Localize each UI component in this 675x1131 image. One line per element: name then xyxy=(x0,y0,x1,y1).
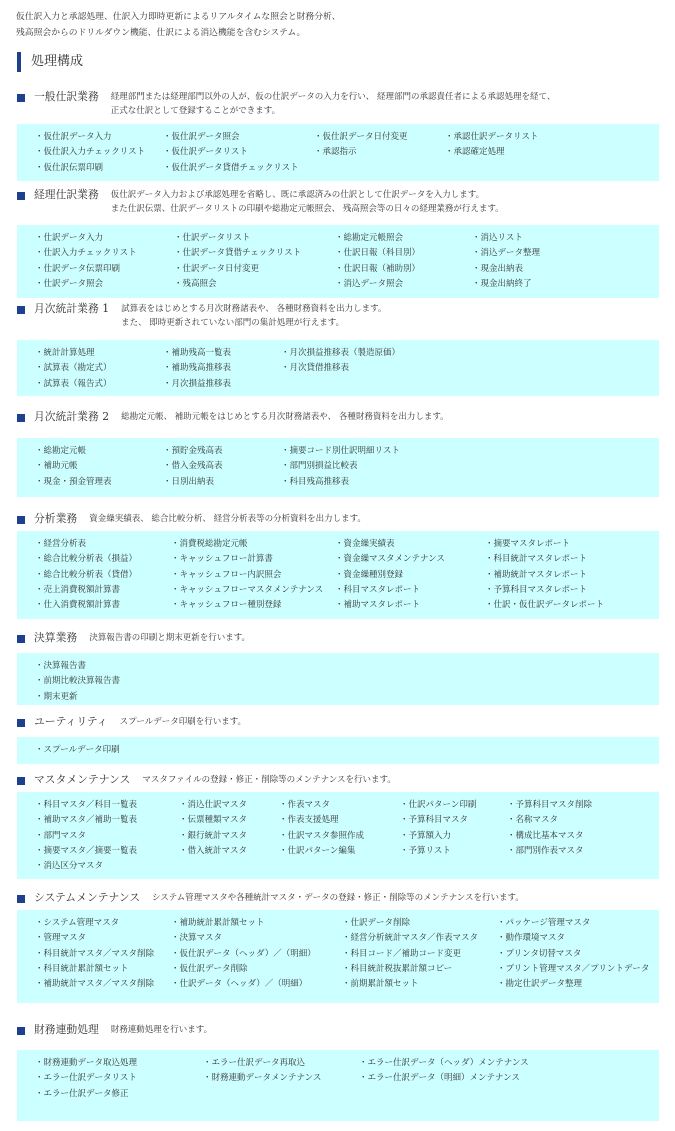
function-list-box xyxy=(17,910,659,1003)
function-item: ・パッケージ管理マスタ xyxy=(497,918,591,928)
function-item: ・科目統計累計額セット xyxy=(35,963,129,974)
function-column xyxy=(163,444,223,490)
function-item: ・現金・預金管理表 xyxy=(35,476,112,487)
function-list-box xyxy=(17,653,659,705)
function-item: ・キャッシュフローマスタメンテナンス xyxy=(171,584,324,595)
function-item: ・エラー仕訳データ（明細）メンテナンス xyxy=(359,1073,520,1084)
square-bullet-icon xyxy=(17,94,25,102)
function-item: ・摘要コード別仕訳明細リスト xyxy=(281,446,400,456)
function-item: ・管理マスタ xyxy=(35,933,87,944)
function-item: ・仕訳データ日付変更 xyxy=(174,263,260,274)
function-column xyxy=(445,130,538,161)
function-item: ・エラー仕訳データ再取込 xyxy=(203,1058,306,1068)
section-title: 月次統計業務 2 xyxy=(34,410,110,423)
function-item: ・伝票種類マスタ xyxy=(179,815,248,826)
function-item: ・エラー仕訳データリスト xyxy=(35,1073,137,1084)
function-item: ・作表支援処理 xyxy=(279,815,339,826)
function-item: ・銀行統計マスタ xyxy=(179,830,248,841)
function-column xyxy=(279,798,364,859)
section-description xyxy=(121,410,449,424)
section-description-line: スプールデータ印刷を行います。 xyxy=(119,717,247,727)
function-column xyxy=(35,444,112,490)
function-item: ・科目マスタ／科目一覧表 xyxy=(35,800,138,810)
function-item: ・資金繰種別登録 xyxy=(335,569,404,580)
section-header xyxy=(17,301,386,330)
function-column xyxy=(497,916,649,992)
section-description xyxy=(89,631,250,645)
function-item: ・科目統計マスタレポート xyxy=(485,554,588,565)
function-column xyxy=(507,798,592,859)
function-item: ・部門別損益比較表 xyxy=(281,461,358,472)
section-title: 月次統計業務 1 xyxy=(34,302,110,315)
function-column xyxy=(281,444,400,490)
function-column xyxy=(281,346,400,377)
function-column xyxy=(335,537,445,613)
section-description xyxy=(111,1023,212,1037)
function-item: ・予算科目マスタレポート xyxy=(485,584,588,595)
function-item: ・勘定仕訳データ整理 xyxy=(497,979,583,990)
function-item: ・構成比基本マスタ xyxy=(507,830,584,841)
function-column xyxy=(171,537,323,613)
section-title: 分析業務 xyxy=(34,512,78,525)
section-description xyxy=(89,512,366,526)
function-item: ・借入金残高表 xyxy=(163,461,223,472)
function-list-box xyxy=(17,225,659,298)
function-column xyxy=(35,798,137,874)
function-item: ・仕訳入力チェックリスト xyxy=(35,248,137,259)
function-list-box xyxy=(17,792,659,879)
section-header xyxy=(17,409,449,428)
function-item: ・仕訳データ伝票印刷 xyxy=(35,263,121,274)
section-header xyxy=(17,890,524,909)
function-item: ・予算科目マスタ xyxy=(400,815,469,826)
function-list-box xyxy=(17,438,659,497)
function-item: ・総勘定元帳 xyxy=(35,446,87,456)
function-item: ・部門マスタ xyxy=(35,830,87,841)
function-column xyxy=(179,798,247,859)
function-item: ・仮仕訳データ日付変更 xyxy=(314,132,408,142)
function-item: ・補助マスタレポート xyxy=(335,600,421,611)
function-column xyxy=(35,916,154,992)
function-item: ・予算リスト xyxy=(400,845,451,856)
section-title: システムメンテナンス xyxy=(34,891,141,904)
section-title: 経理仕訳業務 xyxy=(34,188,99,201)
section-description-line: 経理部門または経理部門以外の人が、仮の仕訳データの入力を行い、 経理部門の承認責任者による承認処理を経て、 xyxy=(110,92,556,102)
section-description xyxy=(120,715,246,729)
function-item: ・統計計算処理 xyxy=(35,348,95,358)
section-description-line: マスタファイルの登録・修正・削除等のメンテナンスを行います。 xyxy=(142,775,396,785)
function-list-box xyxy=(17,340,659,396)
function-item: ・摘要マスタ／摘要一覧表 xyxy=(35,845,138,856)
function-item: ・現金出納終了 xyxy=(472,278,532,289)
function-item: ・仕訳マスタ参照作成 xyxy=(279,830,365,841)
function-column xyxy=(485,537,604,613)
function-column xyxy=(35,231,137,292)
function-item: ・現金出納表 xyxy=(472,263,524,274)
square-bullet-icon xyxy=(17,895,25,903)
function-item: ・仕入消費税額計算書 xyxy=(35,600,121,611)
function-item: ・総合比較分析表（貸借） xyxy=(35,569,138,580)
function-item: ・仮仕訳データリスト xyxy=(163,147,248,158)
function-item: ・財務連動データメンテナンス xyxy=(203,1073,322,1084)
function-column xyxy=(163,130,299,176)
function-item: ・摘要マスタレポート xyxy=(485,539,571,549)
section-title: 財務連動処理 xyxy=(34,1023,99,1036)
function-item: ・売上消費税額計算書 xyxy=(35,584,121,595)
function-item: ・仕訳データリスト xyxy=(174,233,251,243)
function-item: ・承認指示 xyxy=(314,147,357,158)
square-bullet-icon xyxy=(17,777,25,785)
function-item: ・科目残高推移表 xyxy=(281,476,350,487)
function-item: ・仮仕訳データ入力 xyxy=(35,132,112,142)
function-item: ・預貯金残高表 xyxy=(163,446,223,456)
function-list-box xyxy=(17,531,659,619)
function-item: ・補助統計マスタレポート xyxy=(485,569,588,580)
intro-line: 残高照会からのドリルダウン機能、仕訳による消込機能を含むシステム。 xyxy=(16,28,306,38)
function-item: ・動作環境マスタ xyxy=(497,933,566,944)
function-item: ・残高照会 xyxy=(174,278,217,289)
section-title: マスタメンテナンス xyxy=(34,773,131,786)
section-description-line: 決算報告書の印刷と期末更新を行います。 xyxy=(89,633,251,643)
function-item: ・月次損益推移表 xyxy=(163,378,232,389)
function-column xyxy=(472,231,540,292)
section-description-line: 資金繰実績表、 総合比較分析、 経営分析表等の分析資料を出力します。 xyxy=(89,514,366,524)
function-item: ・前期累計額セット xyxy=(342,979,419,990)
function-item: ・システム管理マスタ xyxy=(35,918,120,928)
function-column xyxy=(35,743,120,758)
section-header xyxy=(17,511,366,530)
function-item: ・スプールデータ印刷 xyxy=(35,745,120,755)
section-description-line: また仕訳伝票、仕訳データリストの印刷や総勘定元帳照会、 残高照会等の日々の経理業務が行えます。 xyxy=(110,204,504,214)
function-column xyxy=(203,1056,321,1087)
function-item: ・科目統計マスタ／マスタ削除 xyxy=(35,948,155,959)
function-column xyxy=(335,231,420,292)
function-item: ・承認確定処理 xyxy=(445,147,505,158)
function-item: ・エラー仕訳データ（ヘッダ）メンテナンス xyxy=(359,1058,529,1068)
function-item: ・補助残高推移表 xyxy=(163,363,232,374)
function-item: ・補助統計累計額セット xyxy=(171,918,265,928)
function-item: ・仕訳・仮仕訳データレポート xyxy=(485,600,605,611)
function-list-box xyxy=(17,737,659,764)
function-item: ・仮仕訳データ貸借チェックリスト xyxy=(163,162,299,173)
function-item: ・プリンタ切替マスタ xyxy=(497,948,582,959)
function-item: ・決算報告書 xyxy=(35,661,87,671)
function-item: ・仮仕訳データ（ヘッダ）／（明細） xyxy=(171,948,316,959)
section-title: 一般仕訳業務 xyxy=(34,90,99,103)
function-item: ・前期比較決算報告書 xyxy=(35,676,121,687)
function-item: ・消込仕訳マスタ xyxy=(179,800,248,810)
square-bullet-icon xyxy=(17,1027,25,1035)
function-item: ・部門別作表マスタ xyxy=(507,845,584,856)
intro-line: 仮仕訳入力と承認処理、仕訳入力即時更新によるリアルタイムな照会と財務分析、 xyxy=(16,12,341,22)
section-description xyxy=(152,891,524,905)
section-description-line: 試算表をはじめとする月次財務諸表や、 各種財務資料を出力します。 xyxy=(121,304,387,314)
section-description-line: 財務連動処理を行います。 xyxy=(110,1025,213,1035)
function-column xyxy=(35,537,137,613)
function-item: ・消込データ整理 xyxy=(472,248,541,259)
function-item: ・月次損益推移表（製造原価） xyxy=(281,348,401,358)
function-list-box xyxy=(17,1050,659,1121)
intro-text xyxy=(16,9,341,41)
function-item: ・名称マスタ xyxy=(507,815,559,826)
function-item: ・仮仕訳入力チェックリスト xyxy=(35,147,146,158)
function-item: ・資金繰実績表 xyxy=(335,539,395,549)
function-column xyxy=(35,130,145,176)
function-column xyxy=(35,346,112,392)
function-item: ・仮仕訳伝票印刷 xyxy=(35,162,104,173)
function-item: ・総勘定元帳照会 xyxy=(335,233,404,243)
square-bullet-icon xyxy=(17,635,25,643)
section-title: ユーティリティ xyxy=(34,715,108,728)
function-item: ・キャッシュフロー内訳照会 xyxy=(171,569,282,580)
function-item: ・科目コード／補助コード変更 xyxy=(342,948,462,959)
section-description-line: 総勘定元帳、 補助元帳をはじめとする月次財務諸表や、 各種財務資料を出力します。 xyxy=(121,412,449,422)
function-item: ・科目マスタレポート xyxy=(335,584,421,595)
function-item: ・補助統計マスタ／マスタ削除 xyxy=(35,979,155,990)
section-header xyxy=(17,714,246,733)
function-item: ・総合比較分析表（損益） xyxy=(35,554,138,565)
function-item: ・承認仕訳データリスト xyxy=(445,132,539,142)
section-description-line: また、 即時更新されていない部門の集計処理が行えます。 xyxy=(121,318,345,328)
page-title: 処理構成 xyxy=(17,52,83,72)
function-item: ・科目統計税抜累計額コピー xyxy=(342,963,453,974)
function-item: ・月次貸借推移表 xyxy=(281,363,350,374)
square-bullet-icon xyxy=(17,192,25,200)
section-description xyxy=(142,773,395,787)
function-item: ・エラー仕訳データ修正 xyxy=(35,1088,129,1099)
square-bullet-icon xyxy=(17,516,25,524)
function-item: ・予算科目マスタ削除 xyxy=(507,800,593,810)
function-item: ・経営分析統計マスタ／作表マスタ xyxy=(342,933,479,944)
function-item: ・仕訳データ照会 xyxy=(35,278,104,289)
function-column xyxy=(342,916,478,992)
function-item: ・仕訳データ貸借チェックリスト xyxy=(174,248,302,259)
function-item: ・仕訳データ削除 xyxy=(342,918,411,928)
section-description-line: 仮仕訳データ入力および承認処理を省略し、既に承認済みの仕訳として仕訳データを入力します。 xyxy=(110,190,485,200)
function-column xyxy=(314,130,408,161)
section-header xyxy=(17,187,504,216)
function-item: ・仕訳パターン印刷 xyxy=(400,800,477,810)
section-description-line: 正式な仕訳として登録することができます。 xyxy=(110,106,281,116)
function-item: ・消込データ照会 xyxy=(335,278,404,289)
section-header xyxy=(17,772,396,791)
square-bullet-icon xyxy=(17,719,25,727)
section-description xyxy=(111,188,504,216)
function-item: ・作表マスタ xyxy=(279,800,331,810)
function-column xyxy=(359,1056,529,1087)
function-item: ・仕訳日報（補助別） xyxy=(335,263,421,274)
function-item: ・消込リスト xyxy=(472,233,523,243)
function-item: ・消費税総勘定元帳 xyxy=(171,539,248,549)
function-item: ・仕訳データ入力 xyxy=(35,233,104,243)
function-column xyxy=(400,798,476,859)
function-item: ・補助マスタ／補助一覧表 xyxy=(35,815,138,826)
function-item: ・試算表（報告式） xyxy=(35,378,112,389)
function-item: ・日別出納表 xyxy=(163,476,215,487)
function-column xyxy=(163,346,231,392)
section-header xyxy=(17,89,555,118)
section-description xyxy=(111,90,556,118)
section-description xyxy=(121,302,386,330)
function-item: ・仮仕訳データ照会 xyxy=(163,132,240,142)
function-item: ・資金繰マスタメンテナンス xyxy=(335,554,445,565)
function-item: ・財務連動データ取込処理 xyxy=(35,1058,138,1068)
function-column xyxy=(174,231,301,292)
section-header xyxy=(17,1022,212,1041)
function-item: ・予算額入力 xyxy=(400,830,452,841)
function-item: ・消込区分マスタ xyxy=(35,861,104,872)
function-item: ・期末更新 xyxy=(35,691,78,702)
function-item: ・キャッシュフロー種別登録 xyxy=(171,600,282,611)
function-item: ・試算表（勘定式） xyxy=(35,363,112,374)
function-column xyxy=(35,659,120,705)
section-description-line: システム管理マスタや各種統計マスタ・データの登録・修正・削除等のメンテナンスを行います。 xyxy=(152,893,524,903)
section-title: 決算業務 xyxy=(34,631,78,644)
function-item: ・仕訳パターン編集 xyxy=(279,845,356,856)
function-list-box xyxy=(17,124,659,181)
function-item: ・仕訳日報（科目別） xyxy=(335,248,421,259)
function-item: ・プリント管理マスタ／プリントデータ xyxy=(497,963,650,974)
function-item: ・キャッシュフロー計算書 xyxy=(171,554,273,565)
section-header xyxy=(17,630,250,649)
function-item: ・借入統計マスタ xyxy=(179,845,248,856)
square-bullet-icon xyxy=(17,306,25,314)
function-item: ・決算マスタ xyxy=(171,933,223,944)
function-column xyxy=(35,1056,137,1102)
function-item: ・補助元帳 xyxy=(35,461,78,472)
function-item: ・補助残高一覧表 xyxy=(163,348,232,358)
function-column xyxy=(171,916,316,992)
function-item: ・仕訳データ（ヘッダ）／（明細） xyxy=(171,979,308,990)
function-item: ・仮仕訳データ削除 xyxy=(171,963,248,974)
square-bullet-icon xyxy=(17,414,25,422)
function-item: ・経営分析表 xyxy=(35,539,87,549)
